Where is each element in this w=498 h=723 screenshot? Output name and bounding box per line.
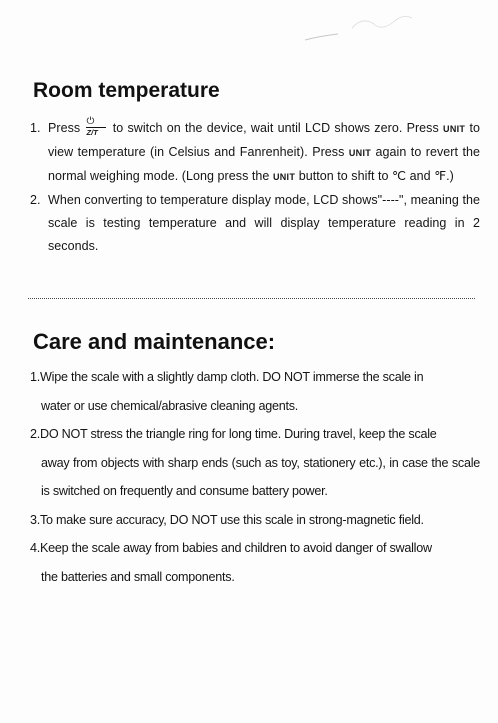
room-temperature-section — [30, 117, 480, 258]
care-maintenance-section — [30, 363, 480, 591]
care-item-text: 2.DO NOT stress the triangle ring for long time. During travel, keep the scale — [30, 427, 437, 441]
care-item-4 — [30, 534, 480, 591]
power-key — [86, 117, 106, 137]
care-item-2 — [30, 420, 480, 506]
instruction-text: When converting to temperature display mode, LCD shows"----", meaning the scale is testing temperature and will display temperature reading in 2 seconds. — [48, 193, 480, 253]
power-key-label: Z/T — [86, 127, 98, 137]
item-number: 1. — [30, 121, 41, 135]
instruction-text: to view temperature (in Celsius and Fanrenheit). Press — [48, 121, 481, 159]
care-item-1 — [30, 363, 480, 420]
care-item-text: away from objects with sharp ends (such as toy, stationery etc.), in case the scale is switched on frequently and consume battery power. — [41, 455, 480, 498]
press-text: Press — [48, 121, 81, 135]
unit-key: UNIT — [443, 124, 466, 134]
care-item-text: the batteries and small components. — [41, 569, 235, 584]
unit-key: UNIT — [272, 172, 296, 182]
power-icon: ⏻ — [86, 117, 106, 128]
instruction-text: again to revert the normal weighing mode. (Long press the — [48, 145, 480, 183]
room-temperature-heading: Room temperature — [33, 79, 220, 102]
care-item-text: 4.Keep the scale away from babies and children to avoid danger of swallow — [30, 541, 432, 555]
care-item-3 — [30, 506, 480, 535]
dotted-divider — [28, 298, 475, 299]
care-maintenance-heading: Care and maintenance: — [33, 329, 276, 354]
pencil-scribble — [300, 10, 420, 50]
unit-key: UNIT — [348, 148, 372, 158]
care-item-text: 3.To make sure accuracy, DO NOT use this scale in strong-magnetic field. — [30, 512, 424, 527]
instruction-text: to switch on the device, wait until LCD shows zero. Press — [112, 121, 439, 135]
room-item-2 — [30, 189, 480, 258]
instruction-text: button to shift to ℃ and ℉.) — [298, 169, 454, 183]
item-number: 2. — [30, 193, 41, 207]
room-item-1 — [30, 117, 480, 189]
care-item-text: water or use chemical/abrasive cleaning agents. — [41, 398, 299, 413]
care-item-text: 1.Wipe the scale with a slightly damp cloth. DO NOT immerse the scale in — [30, 370, 424, 384]
